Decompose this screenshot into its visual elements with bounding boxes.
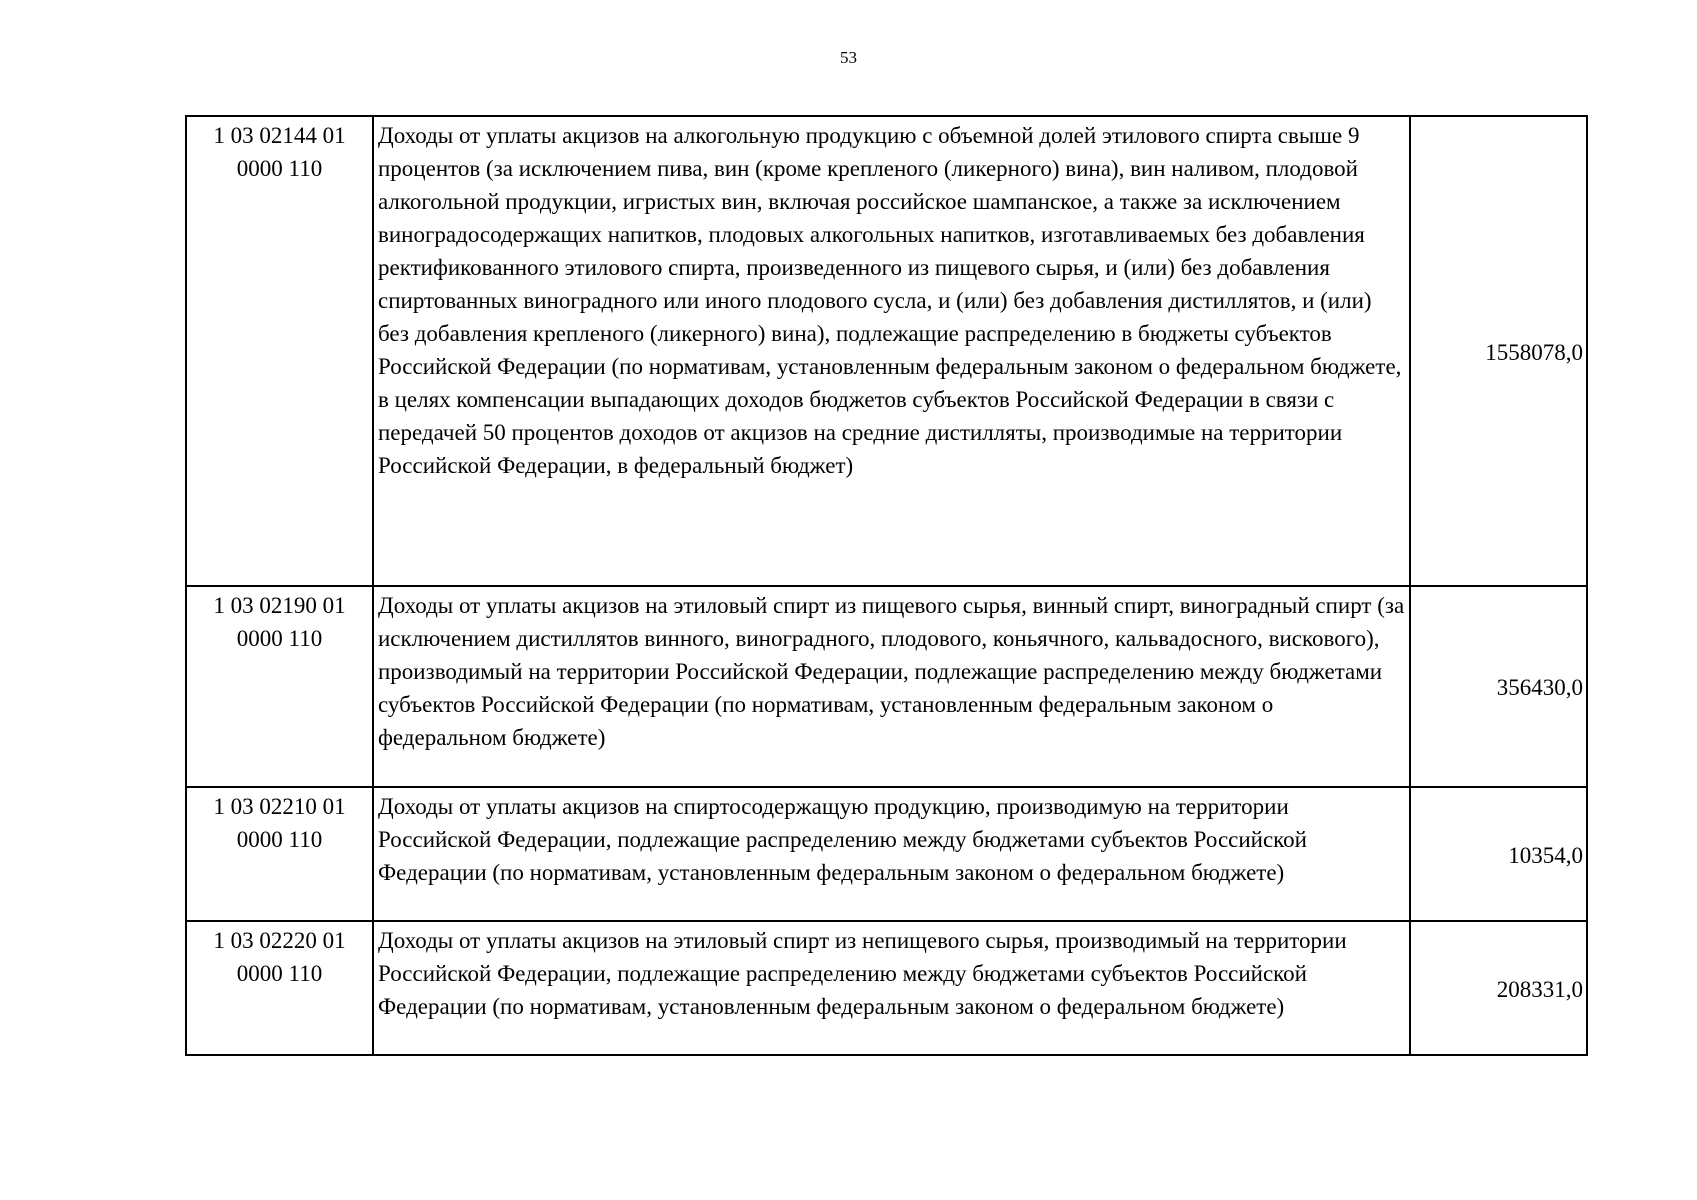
revenue-code-cell xyxy=(186,116,373,586)
revenue-amount: 208331,0 xyxy=(1410,921,1587,1055)
revenue-description: Доходы от уплаты акцизов на алкогольную продукцию с объемной долей этилового спирта свыше 9 процентов (за исключением пива, вин (кроме крепленого (ликерного) вина), вин наливом, плодовой алкогольной продукции, игристых вин, включая российское шампанское, а также за исключением виноградосодержащих напитков, плодовых алкогольных напитков, изготавливаемых без добавления ректификованного этилового спирта, произведенного из пищевого сырья, и (или) без добавления спиртованных виноградного или иного плодового сусла, и (или) без добавления дистиллятов, и (или) без добавления крепленого (ликерного) вина), подлежащие распределению в бюджеты субъектов Российской Федерации (по нормативам, установленным федеральным законом о федеральном бюджете, в целях компенсации выпадающих доходов бюджетов субъектов Российской Федерации в связи с передачей 50 процентов доходов от акцизов на средние дистилляты, производимые на территории Российской Федерации, в федеральный бюджет) xyxy=(373,116,1410,586)
revenue-code-line: 1 03 02190 01 xyxy=(213,593,346,618)
revenue-amount: 10354,0 xyxy=(1410,787,1587,921)
revenue-code-cell xyxy=(186,921,373,1055)
revenue-description: Доходы от уплаты акцизов на спиртосодержащую продукцию, производимую на территории Российской Федерации, подлежащие распределению между бюджетами субъектов Российской Федерации (по нормативам, установленным федеральным законом о федеральном бюджете) xyxy=(373,787,1410,921)
revenue-code-line: 1 03 02144 01 xyxy=(213,123,346,148)
revenue-description: Доходы от уплаты акцизов на этиловый спирт из пищевого сырья, винный спирт, виноградный спирт (за исключением дистиллятов винного, виноградного, плодового, коньячного, кальвадосного, вискового), производимый на территории Российской Федерации, подлежащие распределению между бюджетами субъектов Российской Федерации (по нормативам, установленным федеральным законом о федеральном бюджете) xyxy=(373,586,1410,787)
revenue-table xyxy=(185,115,1588,1056)
revenue-code-line: 0000 110 xyxy=(236,626,323,651)
revenue-code-line: 1 03 02210 01 xyxy=(213,794,346,819)
page-number: 53 xyxy=(840,48,857,67)
revenue-amount: 1558078,0 xyxy=(1410,116,1587,586)
table-row xyxy=(186,586,1587,787)
revenue-code-line: 0000 110 xyxy=(236,827,323,852)
revenue-amount: 356430,0 xyxy=(1410,586,1587,787)
revenue-code-line: 0000 110 xyxy=(236,156,323,181)
revenue-code-cell xyxy=(186,586,373,787)
revenue-description: Доходы от уплаты акцизов на этиловый спирт из непищевого сырья, производимый на территории Российской Федерации, подлежащие распределению между бюджетами субъектов Российской Федерации (по нормативам, установленным федеральным законом о федеральном бюджете) xyxy=(373,921,1410,1055)
revenue-code-cell xyxy=(186,787,373,921)
table-row xyxy=(186,787,1587,921)
revenue-code-line: 0000 110 xyxy=(236,961,323,986)
table-row xyxy=(186,921,1587,1055)
table-row xyxy=(186,116,1587,586)
revenue-code-line: 1 03 02220 01 xyxy=(213,928,346,953)
